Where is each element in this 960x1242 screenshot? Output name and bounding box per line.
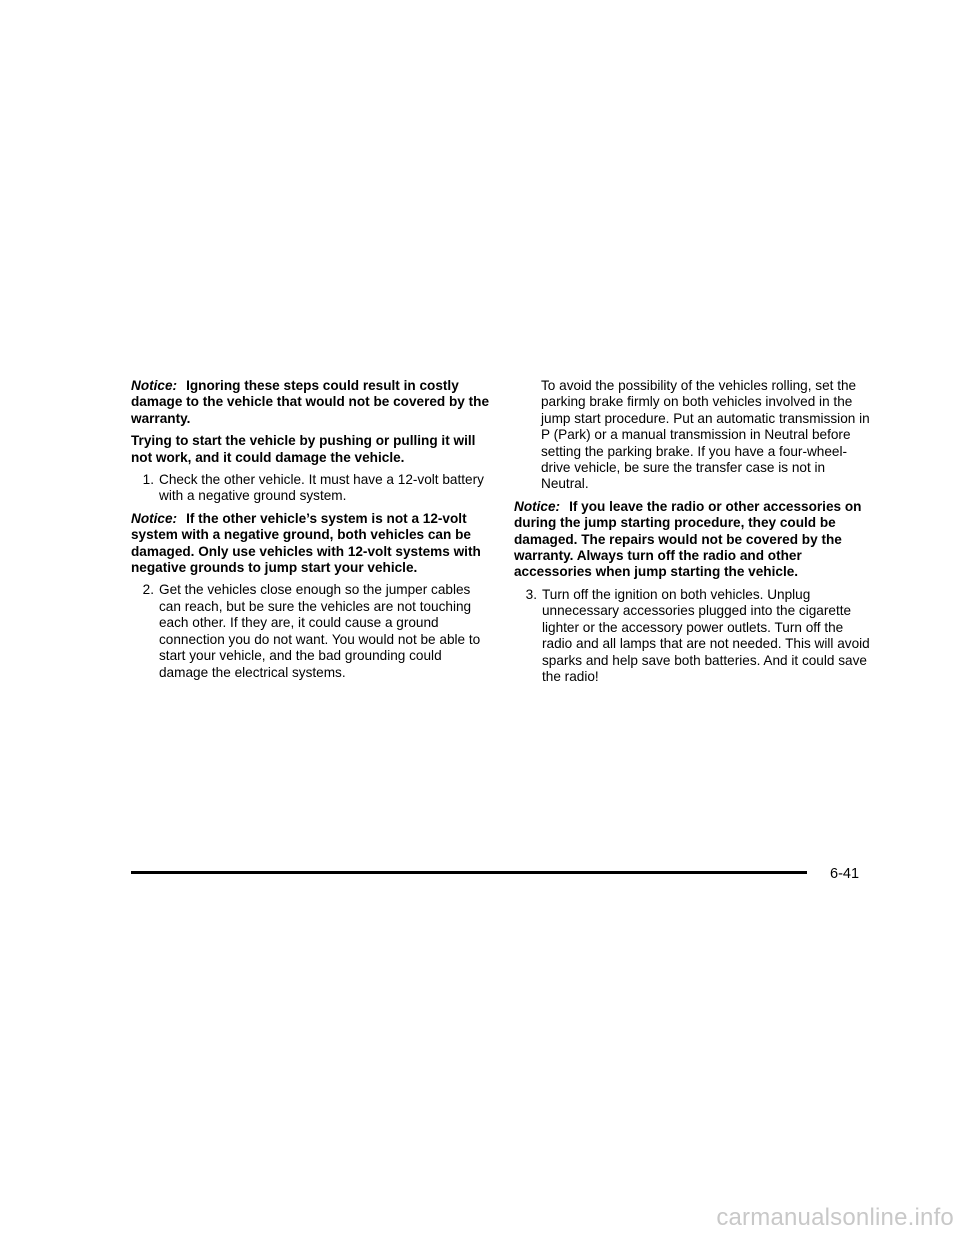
notice-paragraph [514,499,870,581]
notice-text: Ignoring these steps could result in costly damage to the vehicle that would not be covered by the warranty. [131,378,490,426]
warning-paragraph: Trying to start the vehicle by pushing or pulling it will not work, and it could damage the vehicle. [131,433,476,465]
page-number: 6-41 [830,866,860,882]
step-3 [514,587,870,685]
step-text: Check the other vehicle. It must have a 12-volt battery with a negative ground system. [159,472,484,504]
body-paragraph: To avoid the possibility of the vehicles rolling, set the parking brake firmly on both vehicles involved in the jump start procedure. Put an automatic transmission in P (Park) or a manual transmission in Neutral before setting the parking brake. If you have a four-wheel-drive vehicle, be sure the transfer case is not in Neutral. [541,378,870,492]
notice-paragraph [131,511,493,577]
notice-paragraph [131,378,493,427]
notice-label: Notice: [514,498,561,514]
step-number: 1. [142,472,154,488]
left-column [131,378,493,687]
step-text: Turn off the ignition on both vehicles. Unplug unnecessary accessories plugged into the cigarette lighter or the accessory power outlets. Turn off the radio and all lamps that are not needed. This will avoid sparks and help save both batteries. And it could save the radio! [542,586,870,684]
notice-label: Notice: [131,378,178,393]
right-column [514,378,870,691]
notice-label: Notice: [131,510,178,526]
watermark-text: carmanualsonline.info [716,1204,954,1231]
step-2 [131,582,493,680]
step-1 [131,472,493,505]
footer-rule [131,871,807,874]
step-text: Get the vehicles close enough so the jumper cables can reach, but be sure the vehicles are not touching each other. If they are, it could cause a ground connection you do not want. You would not be able to start your vehicle, and the bad grounding could damage the electrical systems. [159,582,481,680]
step-number: 3. [525,586,537,602]
step-number: 2. [142,582,154,598]
notice-text: If the other vehicle’s system is not a 12-volt system with a negative ground, both vehicles can be damaged. Only use vehicles with 12-volt systems with negative grounds to jump start your vehicle. [131,510,481,576]
notice-text: If you leave the radio or other accessories on during the jump starting procedure, they could be damaged. The repairs would not be covered by the warranty. Always turn off the radio and other accessories when jump starting the vehicle. [514,498,862,580]
